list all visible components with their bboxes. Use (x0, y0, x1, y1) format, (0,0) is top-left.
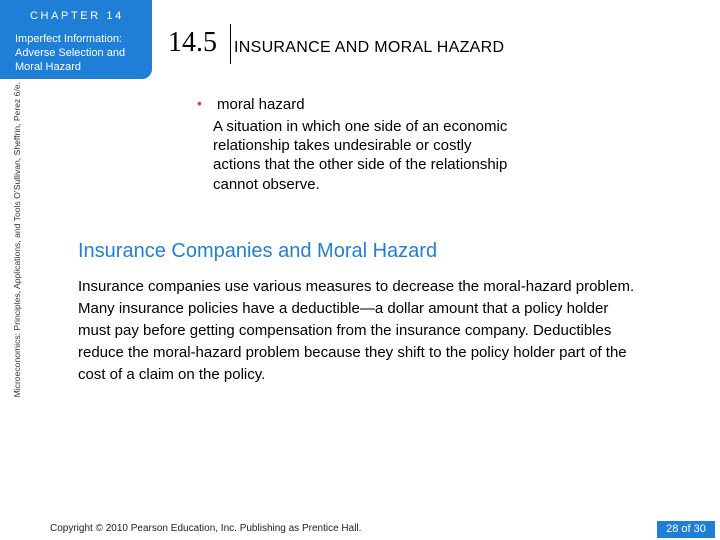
chapter-subtitle-line: Adverse Selection and (15, 47, 126, 59)
section-divider (230, 24, 231, 64)
chapter-subtitle (15, 32, 150, 74)
key-term-definition: A situation in which one side of an economic relationship takes undesirable or costly actions that the other side of the relationship cannot observe. (213, 118, 508, 193)
section-title: INSURANCE AND MORAL HAZARD (234, 39, 505, 56)
book-sidebar-text: Microeconomics: Principles, Applications, and Tools O’Sullivan, Sheffrin, Perez 6/e. (12, 82, 22, 398)
chapter-label: CHAPTER 14 (30, 10, 124, 22)
page-counter: 28 of 30 (657, 521, 715, 538)
subheading: Insurance Companies and Moral Hazard (78, 240, 438, 262)
body-paragraph: Insurance companies use various measures to decrease the moral-hazard problem. Many insurance policies have a deductible—a dollar amount that a policy holder must pay before getting compensation from the insurance company. Deductibles reduce the moral-hazard problem because they shift to the policy holder part of the cost of a claim on the policy. (78, 278, 635, 383)
copyright-text: Copyright © 2010 Pearson Education, Inc. Publishing as Prentice Hall. (50, 523, 362, 534)
bullet-icon: • (197, 95, 202, 111)
chapter-header-box (0, 0, 152, 79)
section-number: 14.5 (168, 27, 217, 58)
chapter-subtitle-line: Imperfect Information: (15, 33, 122, 45)
key-term: moral hazard (217, 96, 305, 113)
chapter-subtitle-line: Moral Hazard (15, 61, 82, 73)
